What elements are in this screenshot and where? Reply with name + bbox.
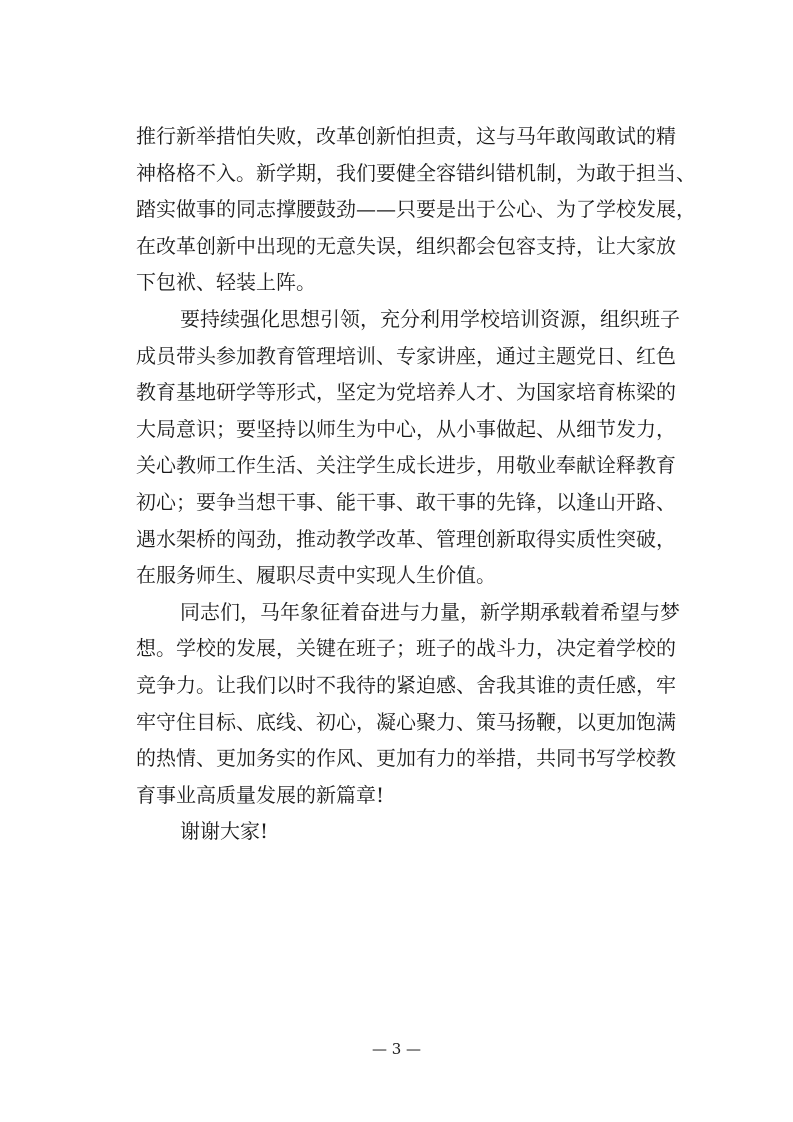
text-line: 大局意识；要坚持以师生为中心，从小事做起、从细节发力， <box>136 416 676 441</box>
text-line: 神格格不入。新学期，我们要健全容错纠错机制，为敢于担当、 <box>136 160 696 185</box>
text-line: 初心；要争当想干事、能干事、敢干事的先锋，以逢山开路、 <box>136 489 676 514</box>
page-number: — 3 — <box>371 1040 422 1058</box>
text-line: 教育基地研学等形式，坚定为党培养人才、为国家培育栋梁的 <box>136 380 676 405</box>
text-line: 成员带头参加教育管理培训、专家讲座，通过主题党日、红色 <box>136 343 676 368</box>
text-line: 谢谢大家! <box>180 819 269 844</box>
paragraph-thanks <box>136 813 676 850</box>
text-line: 牢守住目标、底线、初心，凝心聚力、策马扬鞭，以更加饱满 <box>136 709 676 734</box>
text-line: 要持续强化思想引领，充分利用学校培训资源，组织班子 <box>180 306 680 331</box>
text-line: 遇水架桥的闯劲，推动教学改革、管理创新取得实质性突破， <box>136 526 676 551</box>
text-line: 踏实做事的同志撑腰鼓劲——只要是出于公心、为了学校发展， <box>136 197 696 222</box>
text-line: 想。学校的发展，关键在班子；班子的战斗力，决定着学校的 <box>136 636 676 661</box>
text-line: 在服务师生、履职尽责中实现人生价值。 <box>136 563 496 588</box>
text-line: 推行新举措怕失败，改革创新怕担责，这与马年敢闯敢试的精 <box>136 124 676 148</box>
document-body <box>136 118 696 850</box>
paragraph-continuation <box>136 118 696 301</box>
text-line: 育事业高质量发展的新篇章! <box>136 782 385 807</box>
text-line: 下包袱、轻装上阵。 <box>136 270 316 295</box>
paragraph-ideology <box>136 301 680 594</box>
text-line: 的热情、更加务实的作风、更加有力的举措，共同书写学校教 <box>136 746 676 771</box>
text-line: 竞争力。让我们以时不我待的紧迫感、舍我其谁的责任感，牢 <box>136 672 676 697</box>
paragraph-closing <box>136 594 680 814</box>
text-line: 关心教师工作生活、关注学生成长进步，用敬业奉献诠释教育 <box>136 453 676 478</box>
text-line: 同志们，马年象征着奋进与力量，新学期承载着希望与梦 <box>180 599 680 624</box>
text-line: 在改革创新中出现的无意失误，组织都会包容支持，让大家放 <box>136 233 676 258</box>
